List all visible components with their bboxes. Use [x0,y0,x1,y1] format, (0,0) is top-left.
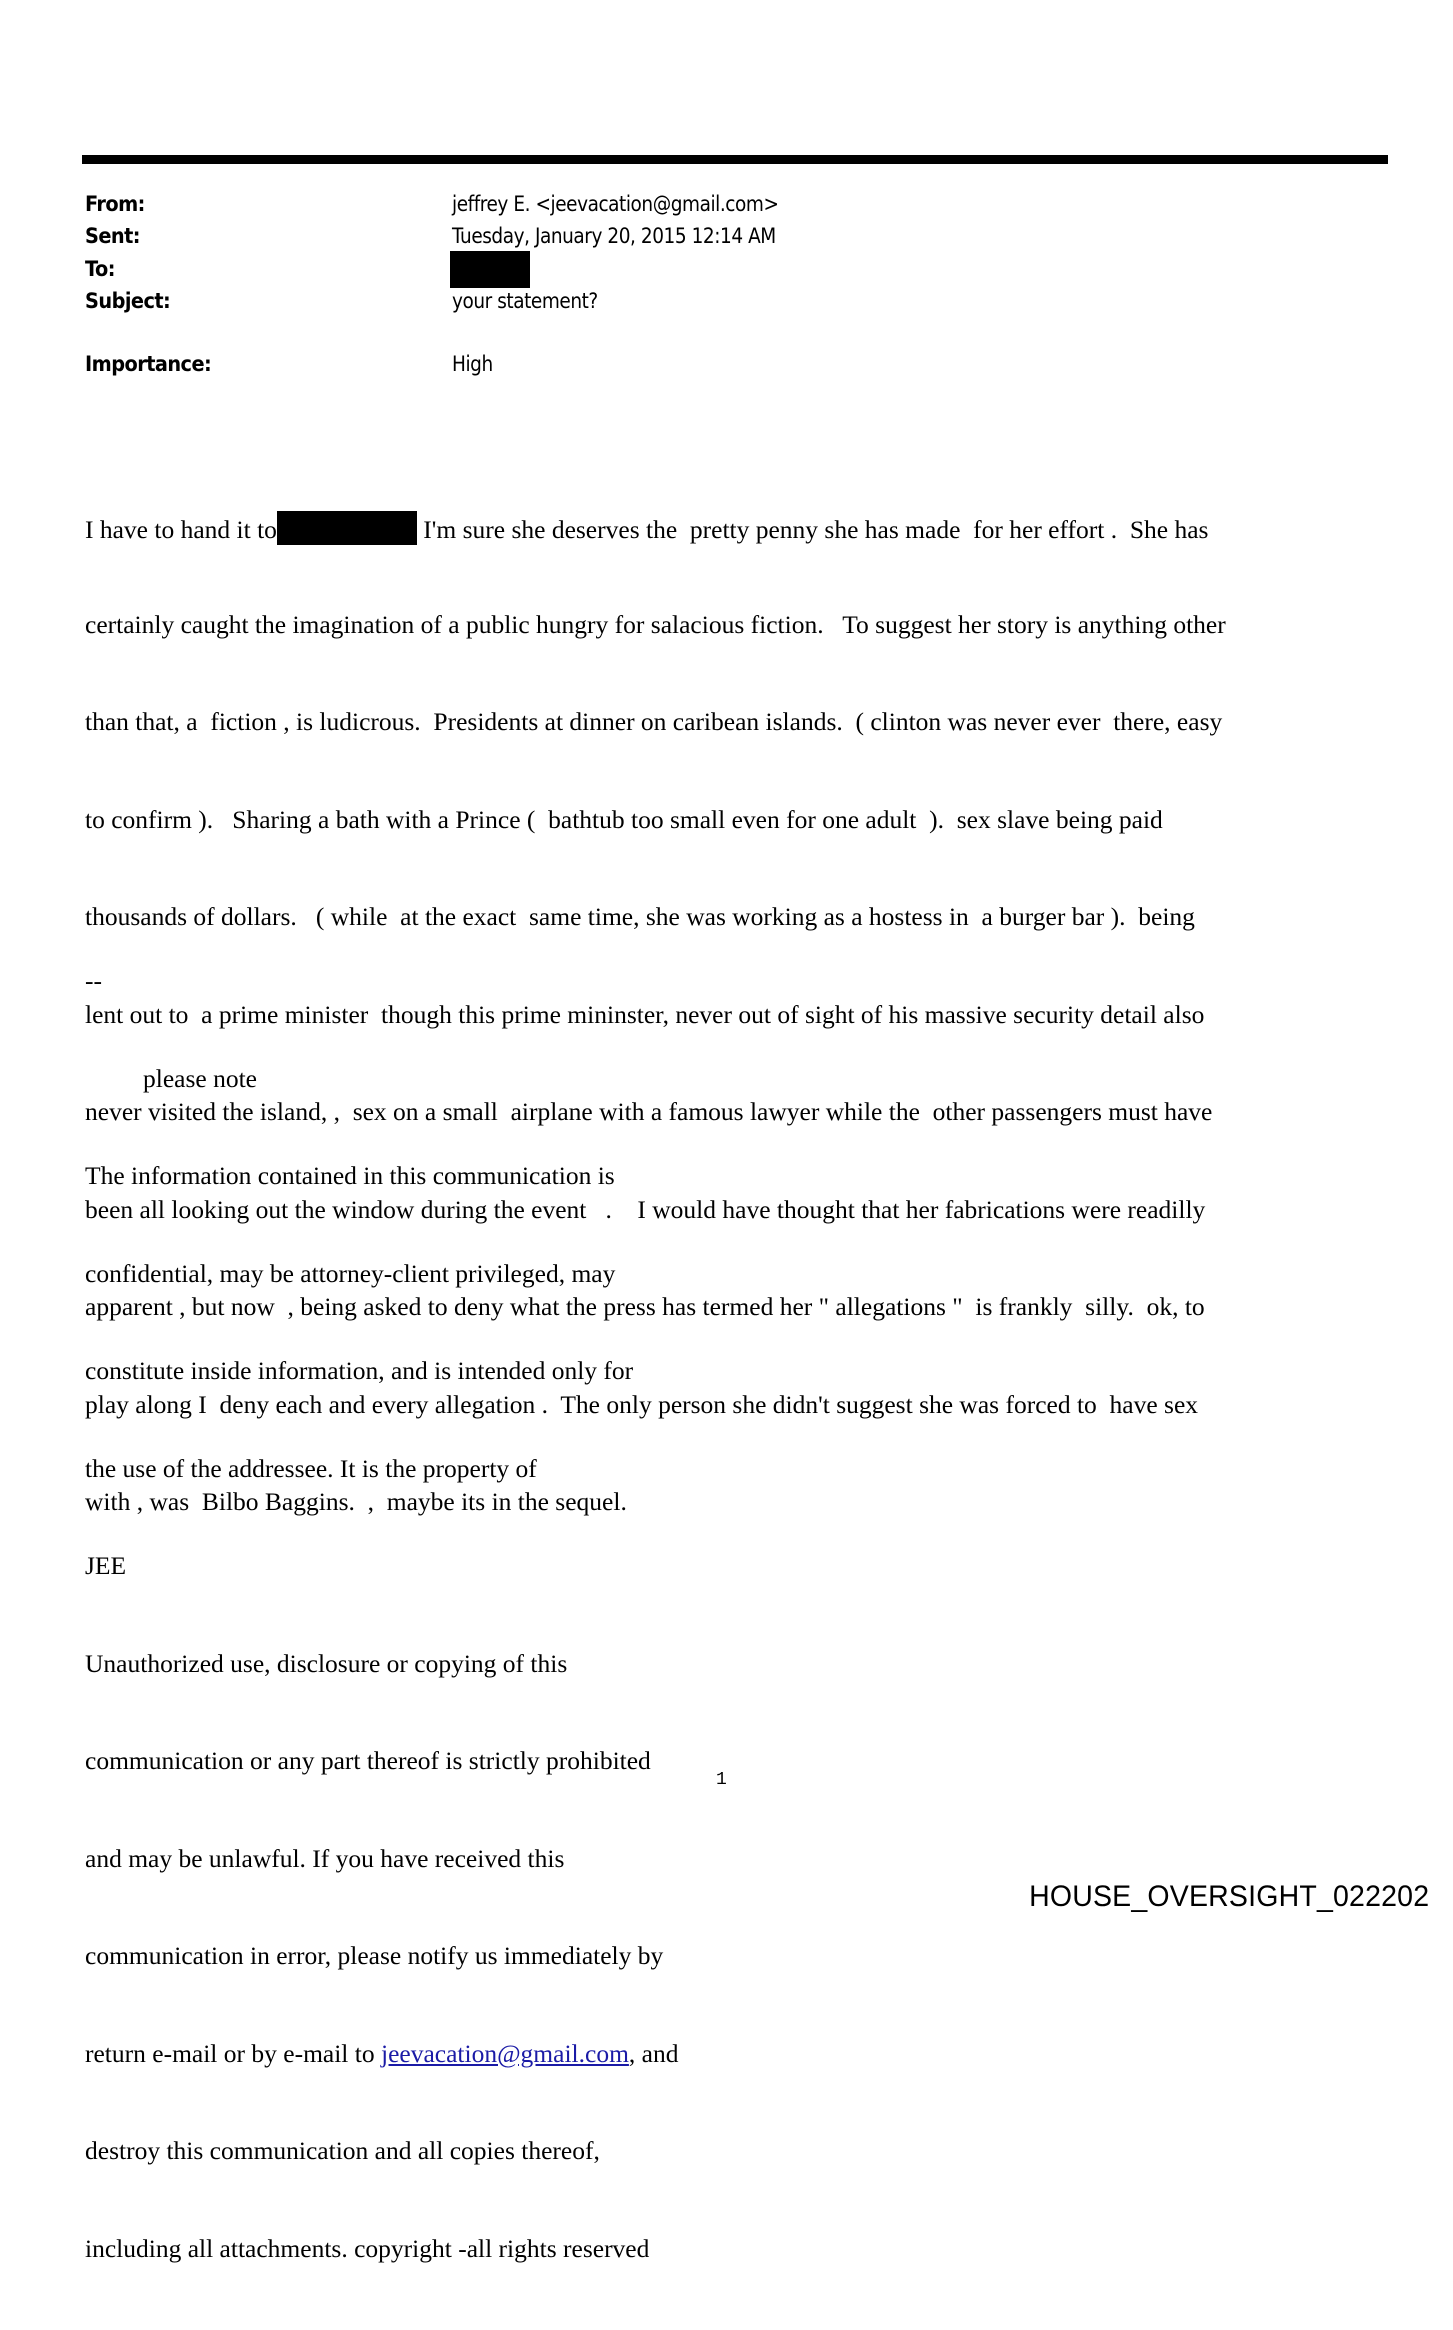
body-line: with , was Bilbo Baggins. , maybe its in the sequel. [85,1487,627,1516]
disclaimer-line: JEE [85,1551,127,1580]
signature-separator: -- [85,966,102,995]
body-line1-end: I'm sure she deserves the pretty penny she has made for her effort . She has [416,515,1209,544]
to-redaction-box [450,251,530,288]
body-line: certainly caught the imagination of a public hungry for salacious fiction. To suggest her story is anything other [85,609,1226,639]
page-number: 1 [716,1770,727,1790]
body-line: apparent , but now , being asked to deny what the press has termed her " allegations " is frankly silly. ok, to [85,1292,1205,1321]
importance-value: High [452,352,493,376]
body-line [85,511,1395,544]
subject-value: your statement? [452,289,598,313]
link-line-end: , and [628,2038,679,2068]
body-line1-start: I have to hand it to [85,515,277,544]
body-redaction-box [277,511,417,545]
to-label: To: [85,257,115,281]
header-row-to [85,253,1385,285]
body-line: play along I deny each and every allegation . The only person she didn't suggest she was forced to have sex [85,1389,1199,1419]
header-row-from [85,188,1385,220]
disclaimer-line: communication or any part thereof is strictly prohibited [85,1746,651,1775]
disclaimer-link-line [85,2038,985,2071]
body-line: lent out to a prime minister though this prime mininster, never out of sight of his massive security detail also [85,999,1205,1029]
bates-stamp: HOUSE_OVERSIGHT_022202 [1028,1880,1429,1913]
header-row-sent [85,220,1385,252]
disclaimer-line: and may be unlawful. If you have received this [85,1843,565,1873]
importance-label: Importance: [85,352,212,376]
body-line: been all looking out the window during the event . I would have thought that her fabrications were readilly [85,1194,1206,1224]
sent-value: Tuesday, January 20, 2015 12:14 AM [452,224,776,248]
disclaimer-line: constitute inside information, and is intended only for [85,1356,634,1385]
disclaimer-line: confidential, may be attorney-client privileged, may [85,1258,616,1288]
email-link[interactable]: jeevacation@gmail.com [380,2038,629,2068]
sent-label: Sent: [85,224,140,248]
signature-block [85,900,985,2330]
from-label: From: [85,192,145,216]
disclaimer-line: the use of the addressee. It is the property of [85,1453,537,1483]
body-line: to confirm ). Sharing a bath with a Prince ( bathtub too small even for one adult ). sex slave being paid [85,804,1163,834]
link-line-start: return e-mail or by e-mail to [85,2038,381,2068]
subject-label: Subject: [85,289,171,313]
disclaimer-line: Unauthorized use, disclosure or copying of this [85,1648,568,1678]
disclaimer-line: including all attachments. copyright -all rights reserved [85,2233,650,2263]
from-value: jeffrey E. <jeevacation@gmail.com> [452,192,779,216]
body-line: thousands of dollars. ( while at the exact same time, she was working as a hostess in a burger bar ). being [85,902,1195,931]
body-line: never visited the island, , sex on a small airplane with a famous lawyer while the other passengers must have [85,1097,1213,1126]
disclaimer-line: destroy this communication and all copies thereof, [85,2136,600,2165]
header-row-importance [85,348,1385,380]
header-rule [82,155,1388,164]
body-line: than that, a fiction , is ludicrous. Presidents at dinner on caribean islands. ( clinton was never ever there, easy [85,707,1223,736]
disclaimer-line: communication in error, please notify us immediately by [85,1941,664,1970]
signature-note: please note [143,1063,257,1093]
header-row-subject [85,285,1385,317]
disclaimer-line: The information contained in this communication is [85,1161,615,1190]
